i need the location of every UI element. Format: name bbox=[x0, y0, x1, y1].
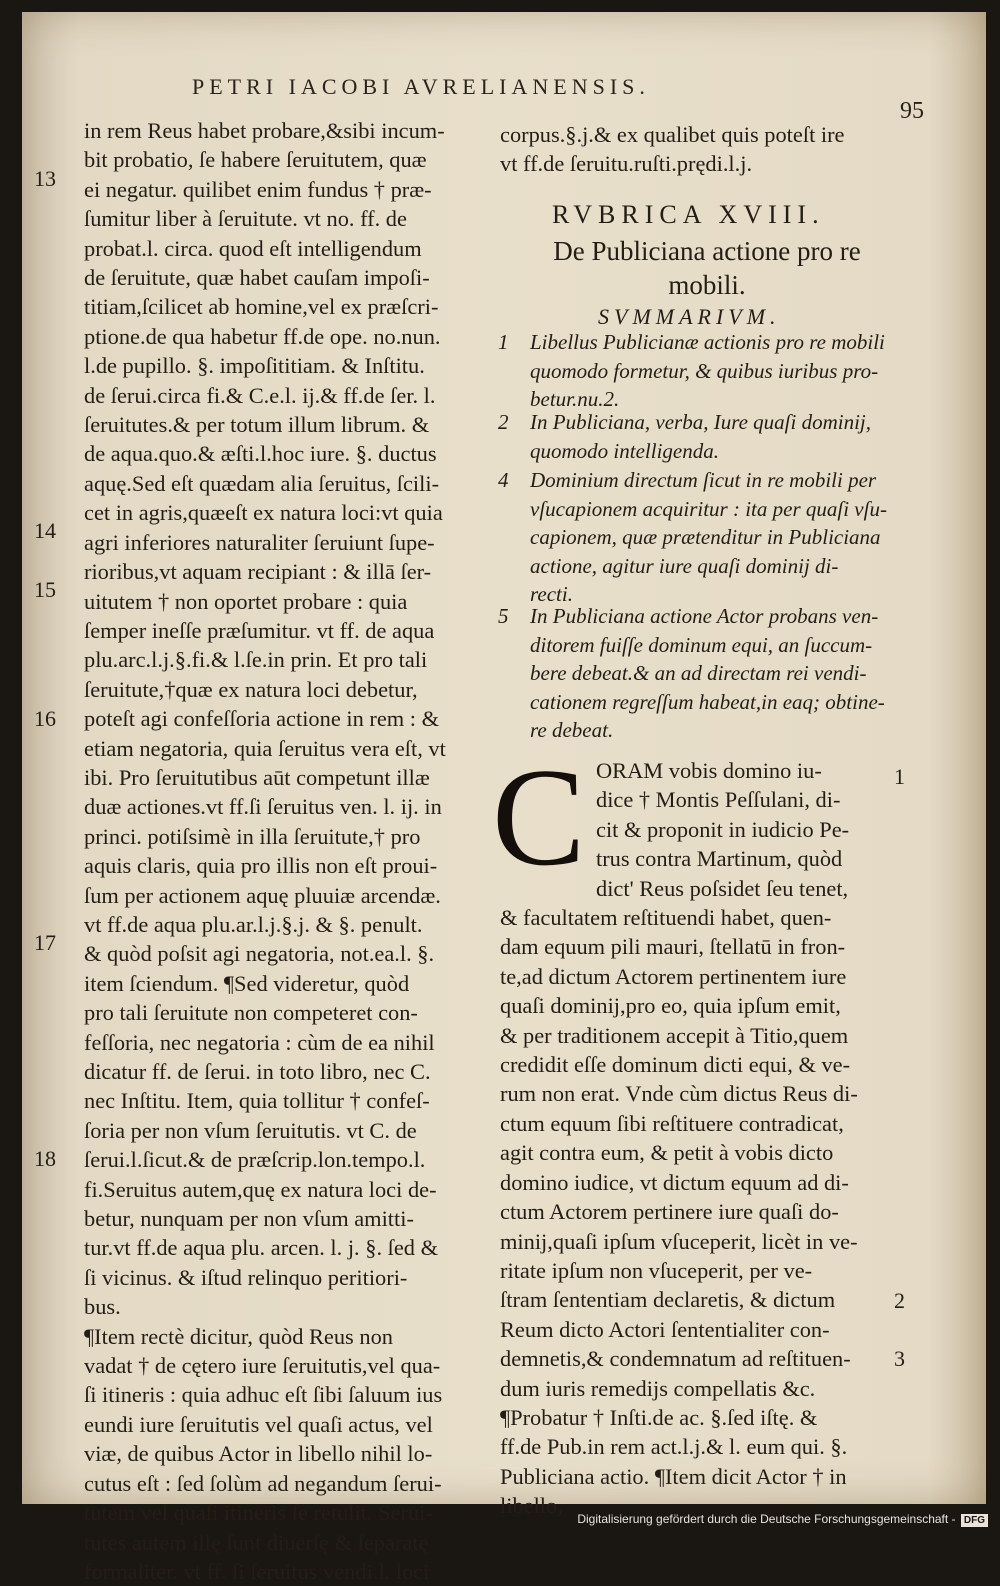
summarium-item bbox=[498, 328, 918, 414]
text-line: cet in agris,quæeſt ex natura loci:vt quia bbox=[84, 500, 443, 526]
text-line: ¶Probatur † Inſti.de ac. §.ſed iſtę. & bbox=[500, 1404, 818, 1430]
text-line: ff.de Pub.in rem act.l.j.& l. eum qui. §. bbox=[500, 1434, 848, 1460]
summarium-item bbox=[498, 602, 918, 745]
summarium-line: quomodo intelligenda. bbox=[530, 438, 719, 463]
summarium-heading: SVMMARIVM. bbox=[598, 304, 781, 329]
text-line: vt ff.de aqua plu.ar.l.j.§.j. & §. penult. bbox=[84, 911, 423, 937]
text-line: aquę.Sed eſt quædam alia ſeruitus, ſcili- bbox=[84, 470, 440, 496]
text-line: rum non erat. Vnde cùm dictus Reus di- bbox=[500, 1081, 858, 1107]
summarium-line: capionem, quæ prætenditur in Publiciana bbox=[530, 525, 881, 549]
text-line: & facultatem reſtituendi habet, quen- bbox=[500, 905, 832, 931]
text-line: ſumitur liber à ſeruitute. vt no. ff. de bbox=[84, 206, 407, 232]
summarium-number: 5 bbox=[498, 604, 509, 628]
text-line: libello, bbox=[500, 1493, 563, 1519]
text-line: princi. potiſsimè in illa ſeruitute,† pro bbox=[84, 823, 421, 849]
text-line: dicatur ff. de ſerui. in toto libro, nec C. bbox=[84, 1059, 431, 1084]
text-line: corpus.§.j.& ex qualibet quis poteſt ire bbox=[500, 122, 845, 147]
margin-number-15: 15 bbox=[34, 577, 56, 602]
margin-number-17: 17 bbox=[34, 930, 56, 955]
text-line: dum iuris remedijs compellatis &c. bbox=[500, 1375, 816, 1401]
text-line: vt ff.de ſeruitu.ruſti.prędi.l.j. bbox=[500, 151, 753, 177]
text-line: & quòd poſsit agi negatoria, not.ea.l. §. bbox=[84, 941, 435, 967]
drop-initial: C bbox=[492, 740, 586, 895]
rubrica-subtitle: De Publiciana actione pro re mobili. bbox=[553, 236, 861, 300]
text-line: Publiciana actio. ¶Item dicit Actor † in bbox=[500, 1463, 847, 1489]
text-line: ſoria per non vſum ſeruitutis. vt C. de bbox=[84, 1117, 417, 1143]
text-line: Reum dicto Actori ſententialiter con- bbox=[500, 1316, 830, 1342]
dfg-logo: DFG bbox=[961, 1514, 988, 1527]
text-line: tutes autem illę ſunt diuerſę & ſeparatę bbox=[84, 1529, 429, 1555]
text-line: ei negatur. quilibet enim fundus † præ- bbox=[84, 176, 432, 202]
text-line: domino iudice, vt dictum equum ad di- bbox=[500, 1169, 849, 1195]
summarium-line: re debeat. bbox=[530, 718, 614, 742]
text-line: etiam negatoria, quia ſeruitus vera eſt, vt bbox=[84, 735, 446, 761]
text-line: ſemper ineſſe præſumitur. vt ff. de aqua bbox=[84, 617, 435, 643]
summarium-line: In Publiciana, verba, Iure quaſi dominij, bbox=[530, 410, 872, 434]
text-line: ſi itineris : quia adhuc eſt ſibi ſaluum ius bbox=[84, 1382, 443, 1408]
summarium-line: betur.nu.2. bbox=[530, 387, 620, 411]
text-line: ctum Actorem pertinere iure quaſi do- bbox=[500, 1199, 839, 1225]
text-line: dict' Reus poſsidet ſeu tenet, bbox=[596, 875, 849, 901]
text-line: fi.Seruitus autem,quę ex natura loci de- bbox=[84, 1176, 437, 1202]
text-line: ſerui.l.ſicut.& de præſcrip.lon.tempo.l. bbox=[84, 1147, 426, 1173]
text-line: titiam,ſcilicet ab homine,vel ex præſcri- bbox=[84, 294, 439, 320]
summarium-line: In Publiciana actione Actor probans ven- bbox=[530, 604, 879, 628]
summarium-line: recti. bbox=[530, 582, 573, 606]
text-line: poteſt agi confeſſoria actione in rem : & bbox=[84, 706, 440, 732]
text-line: bit probatio, ſe habere ſeruitutem, quæ bbox=[84, 147, 427, 173]
text-line: trus contra Martinum, quòd bbox=[596, 846, 843, 872]
text-line: ſeruitute,†quæ ex natura loci debetur, bbox=[84, 676, 418, 702]
text-line: tutem vel quaſi itineris ſe retulit. Serui- bbox=[84, 1500, 433, 1526]
summarium-text bbox=[530, 602, 918, 745]
running-head: PETRI IACOBI AVRELIANENSIS. bbox=[192, 74, 650, 99]
text-line: credidit eſſe dominum dicti equi, & ve- bbox=[500, 1052, 851, 1078]
text-line: aquis claris, quia pro illis non eſt proui- bbox=[84, 853, 438, 879]
margin-number-right-3: 3 bbox=[894, 1346, 905, 1371]
summarium-item bbox=[498, 466, 918, 609]
text-line: nec Inſtitu. Item, quia tollitur † confeſ- bbox=[84, 1088, 430, 1114]
summarium-line: quomodo formetur, & quibus iuribus pro- bbox=[530, 358, 879, 383]
text-line: formaliter. vt ff. ſi ſeruitus vendi.l. loci bbox=[84, 1558, 430, 1584]
text-line: cit & proponit in iudicio Pe- bbox=[596, 816, 850, 842]
text-line: ¶Item rectè dicitur, quòd Reus non bbox=[84, 1323, 393, 1349]
text-line: & per traditionem accepit à Titio,quem bbox=[500, 1022, 849, 1048]
text-line: ſi vicinus. & iſtud relinquo peritiori- bbox=[84, 1264, 408, 1290]
summarium-line: ditorem fuiſſe dominum equi, an ſuccum- bbox=[530, 632, 873, 657]
summarium-line: bere debeat.& an ad directam rei vendi- bbox=[530, 661, 867, 685]
text-line: ORAM vobis domino iu- bbox=[596, 758, 822, 783]
text-line: uitutem † non oportet probare : quia bbox=[84, 588, 408, 614]
text-line: minij,quaſi ipſum vſuceperit, licèt in ve- bbox=[500, 1228, 858, 1254]
text-line: l.de pupillo. §. impoſititiam. & Inſtitu. bbox=[84, 353, 425, 379]
text-line: duæ actiones.vt ff.ſi ſeruitus ven. l. ij. in bbox=[84, 794, 442, 820]
summarium-text bbox=[530, 328, 918, 414]
text-line: agit contra eum, & petit à vobis dicto bbox=[500, 1140, 834, 1166]
summarium-line: vſucapionem acquiritur : ita per quaſi vſu- bbox=[530, 496, 887, 521]
text-line: ſtram ſententiam declaretis, & dictum bbox=[500, 1287, 836, 1313]
summarium-text bbox=[530, 408, 918, 465]
summarium-number: 2 bbox=[498, 410, 509, 434]
rubrica-heading: RVBRICA XVIII. bbox=[552, 200, 825, 229]
footer-text: Digitalisierung gefördert durch die Deutsche Forschungsgemeinschaft - bbox=[577, 1512, 956, 1526]
text-line: dam equum pili mauri, ſtellatū in fron- bbox=[500, 934, 846, 960]
margin-number-16: 16 bbox=[34, 706, 56, 731]
margin-number-13: 13 bbox=[34, 166, 56, 191]
page-number: 95 bbox=[900, 98, 924, 124]
body-text bbox=[500, 756, 920, 1521]
text-line: probat.l. circa. quod eſt intelligendum bbox=[84, 235, 422, 261]
summarium-number: 1 bbox=[498, 330, 509, 354]
text-line: tur.vt ff.de aqua plu. arcen. l. j. §. ſed & bbox=[84, 1235, 439, 1261]
text-line: de aqua.quo.& æſti.l.hoc iure. §. ductus bbox=[84, 441, 437, 467]
margin-number-right-1: 1 bbox=[894, 764, 905, 789]
text-line: ritate ipſum non vſuceperit, per ve- bbox=[500, 1257, 813, 1283]
text-line: dice † Montis Peſſulani, di- bbox=[596, 787, 841, 813]
right-top-lines bbox=[500, 120, 920, 179]
text-line: bus. bbox=[84, 1294, 121, 1320]
text-line: viæ, de quibus Actor in libello nihil lo- bbox=[84, 1441, 433, 1467]
text-line: eundi iure ſeruitutis vel quaſi actus, vel bbox=[84, 1411, 433, 1437]
text-line: ſeruitutes.& per totum illum librum. & bbox=[84, 412, 430, 438]
footer-credit bbox=[577, 1512, 988, 1527]
summarium-line: cationem regreſſum habeat,in eaq; obtine- bbox=[530, 689, 885, 714]
text-line: de ſerui.circa fi.& C.e.l. ij.& ff.de ſer. l. bbox=[84, 382, 436, 408]
text-line: betur, nunquam per non vſum amitti- bbox=[84, 1206, 414, 1232]
summarium-line: Dominium directum ſicut in re mobili per bbox=[530, 468, 877, 492]
text-line: cutus eſt : ſed ſolùm ad negandum ſerui- bbox=[84, 1470, 442, 1496]
text-line: quaſi dominij,pro eo, quia ipſum emit, bbox=[500, 993, 841, 1019]
summarium-number: 4 bbox=[498, 468, 509, 492]
text-line: vadat † de cętero iure ſeruitutis,vel qua- bbox=[84, 1353, 441, 1379]
summarium-line: actione, agitur iure quaſi dominij di- bbox=[530, 553, 839, 578]
text-line: ctum equum ſibi reſtituere contradicat, bbox=[500, 1110, 844, 1136]
text-line: plu.arc.l.j.§.fi.& l.ſe.in prin. Et pro tali bbox=[84, 647, 428, 673]
text-line: ibi. Pro ſeruitutibus aūt competunt illæ bbox=[84, 764, 430, 790]
left-column bbox=[84, 116, 484, 1586]
text-line: ptione.de qua habetur ff.de ope. no.nun. bbox=[84, 323, 441, 349]
text-line: de ſeruitute, quæ habet cauſam impoſi- bbox=[84, 265, 430, 291]
text-line: item ſciendum. ¶Sed videretur, quòd bbox=[84, 970, 410, 996]
text-line: rioribus,vt aquam recipiant : & illā ſer- bbox=[84, 559, 432, 585]
text-line: in rem Reus habet probare,&sibi incum- bbox=[84, 118, 445, 143]
margin-number-right-2: 2 bbox=[894, 1288, 905, 1313]
summarium-item bbox=[498, 408, 918, 465]
summarium-line: Libellus Publicianæ actionis pro re mobili bbox=[530, 330, 885, 354]
text-line: feſſoria, nec negatoria : cùm de ea nihil bbox=[84, 1029, 435, 1055]
text-line: te,ad dictum Actorem pertinentem iure bbox=[500, 963, 847, 989]
margin-number-18: 18 bbox=[34, 1146, 56, 1171]
text-line: agri inferiores naturaliter ſeruiunt ſupe- bbox=[84, 529, 435, 555]
text-line: pro tali ſeruitute non competeret con- bbox=[84, 1000, 418, 1026]
summarium-text bbox=[530, 466, 918, 609]
text-line: demnetis,& condemnatum ad reſtituen- bbox=[500, 1346, 851, 1372]
margin-number-14: 14 bbox=[34, 518, 56, 543]
text-line: ſum per actionem aquę pluuiæ arcendæ. bbox=[84, 882, 441, 908]
